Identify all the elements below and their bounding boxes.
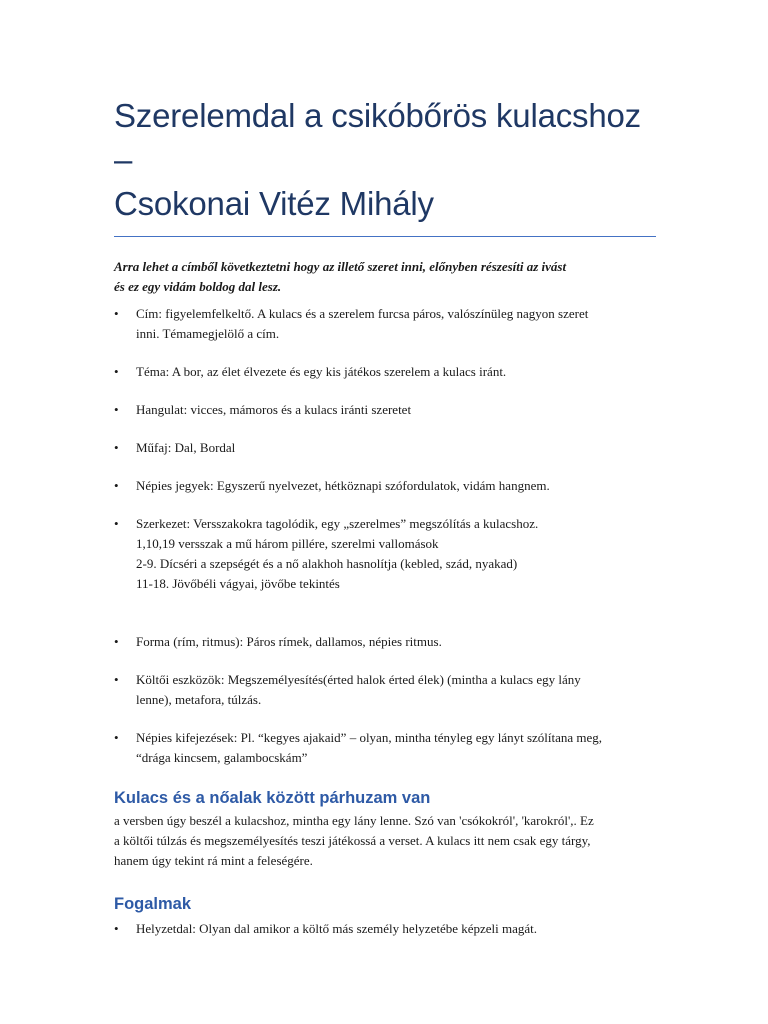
bullet-icon: •: [114, 730, 119, 745]
title-line-1: Szerelemdal a csikóbőrös kulacshoz –: [114, 97, 641, 178]
analysis-list-line: 11-18. Jövőbéli vágyai, jövőbe tekintés: [136, 576, 340, 591]
bullet-icon: •: [114, 634, 119, 649]
document-body: [114, 94, 656, 939]
section-heading-concepts: Fogalmak: [114, 895, 192, 913]
analysis-list-line: Költői eszközök: Megszemélyesítés(érted halok érted élek) (mintha a kulacs egy lány: [136, 672, 581, 687]
analysis-list-item: [114, 476, 656, 496]
analysis-list-line: lenne), metafora, túlzás.: [136, 692, 262, 707]
section-heading-parallel: Kulacs és a nőalak között párhuzam van: [114, 789, 431, 807]
concepts-list-line: Helyzetdal: Olyan dal amikor a költő más személy helyzetébe képzeli magát.: [136, 921, 538, 936]
analysis-list-line: Forma (rím, ritmus): Páros rímek, dallamos, népies ritmus.: [136, 634, 442, 649]
concepts-list: [114, 919, 656, 939]
bullet-icon: •: [114, 364, 119, 379]
analysis-list-line: Szerkezet: Versszakokra tagolódik, egy „szerelmes” megszólítás a kulacshoz.: [136, 516, 539, 531]
analysis-list-item: [114, 304, 656, 344]
title-underline: [114, 236, 656, 237]
section-paragraph-parallel: [114, 811, 656, 871]
analysis-list-line: 2-9. Dícséri a szepségét és a nő alakhoh hasnolítja (kebled, szád, nyakad): [136, 556, 518, 571]
analysis-list-line: Műfaj: Dal, Bordal: [136, 440, 236, 455]
analysis-list-line: Népies jegyek: Egyszerű nyelvezet, hétköznapi szófordulatok, vidám hangnem.: [136, 478, 550, 493]
analysis-list-item: [114, 438, 656, 458]
analysis-list-line: Hangulat: vicces, mámoros és a kulacs iránti szeretet: [136, 402, 412, 417]
bullet-icon: •: [114, 672, 119, 687]
intro-line-1: Arra lehet a címből következtetni hogy az illető szeret inni, előnyben részesíti az ivást: [114, 259, 567, 274]
analysis-list-line: Cím: figyelemfelkeltő. A kulacs és a szerelem furcsa páros, valószínüleg nagyon szeret: [136, 306, 589, 321]
bullet-icon: •: [114, 306, 119, 321]
analysis-list-item: [114, 632, 656, 652]
bullet-icon: •: [114, 440, 119, 455]
analysis-list-item: [114, 362, 656, 382]
title-line-2: Csokonai Vitéz Mihály: [114, 185, 434, 222]
concepts-list-item: [114, 919, 656, 939]
intro-paragraph: [114, 257, 656, 297]
analysis-list-item: [114, 670, 656, 710]
bullet-icon: •: [114, 921, 119, 936]
page-title: [114, 94, 656, 226]
analysis-list-item: [114, 514, 656, 594]
bullet-icon: •: [114, 402, 119, 417]
bullet-icon: •: [114, 516, 119, 531]
analysis-list-item: [114, 400, 656, 420]
section-paragraph-line: hanem úgy tekint rá mint a feleségére.: [114, 853, 313, 868]
analysis-list-line: “drága kincsem, galambocskám”: [136, 750, 308, 765]
bullet-icon: •: [114, 478, 119, 493]
analysis-list-line: inni. Témamegjelölő a cím.: [136, 326, 280, 341]
analysis-list-line: Népies kifejezések: Pl. “kegyes ajakaid” – olyan, mintha tényleg egy lányt szólítana meg,: [136, 730, 603, 745]
analysis-list-line: Téma: A bor, az élet élvezete és egy kis játékos szerelem a kulacs iránt.: [136, 364, 507, 379]
analysis-list-line: 1,10,19 versszak a mű három pillére, szerelmi vallomások: [136, 536, 439, 551]
analysis-list: [114, 304, 656, 768]
section-paragraph-line: a költői túlzás és megszemélyesítés teszi játékossá a verset. A kulacs itt nem csak egy tárgy,: [114, 833, 591, 848]
section-paragraph-line: a versben úgy beszél a kulacshoz, mintha egy lány lenne. Szó van 'csókokról', 'karokról',. Ez: [114, 813, 594, 828]
intro-line-2: és ez egy vidám boldog dal lesz.: [114, 279, 282, 294]
analysis-list-item: [114, 728, 656, 768]
